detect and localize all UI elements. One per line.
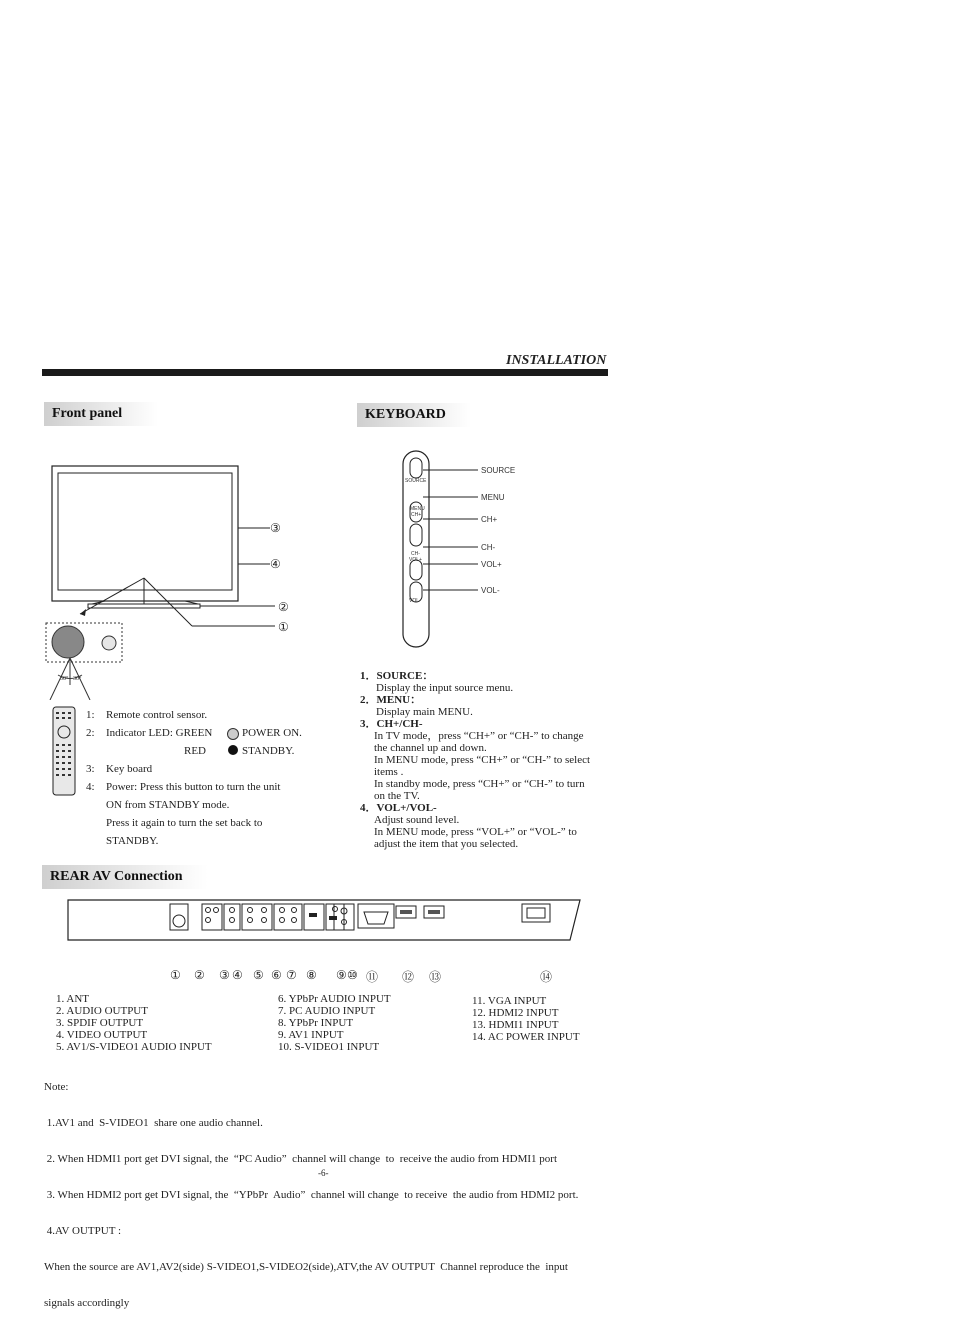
fp-item-4-line3: Press it again to turn the set back to [106, 817, 263, 829]
rear-panel-illustration [64, 896, 586, 946]
rear-list-col1 [56, 993, 212, 1053]
rear-num-14: ⑭ [540, 970, 553, 984]
rear-list-col2 [278, 993, 391, 1053]
kbd-desc-4-head: 4．VOL+/VOL- [360, 802, 437, 814]
kbd-desc-1-line-1: Display the input source menu. [376, 682, 514, 694]
kbd-desc-4-line-1: Adjust sound level. [374, 814, 460, 826]
kbd-desc-3-line-4: items . [374, 766, 404, 778]
note-line-1: Note: [44, 1081, 69, 1093]
kbd-desc-2 [360, 694, 620, 718]
note-line-2: 1.AV1 and S-VIDEO1 share one audio channel. [44, 1117, 263, 1129]
note-line-7: signals accordingly [44, 1297, 130, 1309]
rear-list-col3 [472, 995, 580, 1043]
rear-num-9: ⑨ [336, 968, 347, 982]
rear-item-11: 11. VGA INPUT [472, 995, 547, 1007]
key-volminus-button: VOL- [409, 598, 421, 604]
remote-sensor-icon [52, 626, 84, 658]
rear-item-3: 3. SPDIF OUTPUT [56, 1017, 144, 1029]
fp-standby: STANDBY. [242, 745, 295, 757]
rear-item-5: 5. AV1/S-VIDEO1 AUDIO INPUT [56, 1041, 212, 1053]
rear-item-14: 14. AC POWER INPUT [472, 1031, 580, 1043]
rear-num-10: ⑩ [347, 968, 358, 982]
callout-3: ③ [270, 521, 281, 535]
callout-4: ④ [270, 557, 281, 571]
rear-item-12: 12. HDMI2 INPUT [472, 1007, 559, 1019]
note-line-6: When the source are AV1,AV2(side) S-VIDEO1,S-VIDEO2(side),ATV,the AV OUTPUT Channel reproduce the input [44, 1261, 568, 1273]
fp-item-1-num: 1: [86, 709, 95, 721]
rear-num-13: ⑬ [429, 970, 442, 984]
rear-item-13: 13. HDMI1 INPUT [472, 1019, 559, 1031]
kbd-desc-2-head: 2．MENU： [360, 694, 422, 706]
rear-num-4: ④ [232, 968, 243, 982]
kbd-desc-1-head: 1．SOURCE： [360, 670, 434, 682]
fp-item-1-text: Remote control sensor. [106, 709, 208, 721]
rear-item-1: 1. ANT [56, 993, 89, 1005]
remote-control-icon [52, 706, 76, 796]
notes-block [44, 1057, 644, 1321]
rear-av-title: REAR AV Connection [42, 865, 208, 889]
fp-item-4-text: Power: Press this button to turn the unit [106, 781, 281, 793]
angle-label-left: 30° [60, 676, 69, 682]
kbd-desc-1 [360, 670, 620, 694]
power-button-icon [102, 636, 116, 650]
fp-item-3-text: Key board [106, 763, 153, 775]
rear-item-7: 7. PC AUDIO INPUT [278, 1005, 376, 1017]
kbd-desc-4-line-3: adjust the item that you selected. [374, 838, 519, 850]
rear-item-8: 8. YPbPr INPUT [278, 1017, 354, 1029]
key-source-button: SOURCE [405, 478, 427, 484]
fp-item-2-text: Indicator LED: GREEN [106, 727, 213, 739]
led-red-icon [228, 745, 238, 755]
label-chminus: CH- [481, 543, 496, 552]
label-menu: MENU [481, 493, 505, 502]
callout-2: ② [278, 600, 289, 614]
label-volminus: VOL- [481, 586, 500, 595]
kbd-desc-4 [360, 802, 620, 850]
header-rule [42, 369, 608, 376]
note-line-4: 3. When HDMI2 port get DVI signal, the “YPbPr Audio” channel will change to receive the audio from HDMI2 port. [44, 1189, 579, 1201]
rear-num-3: ③ [219, 968, 230, 982]
fp-item-3-num: 3: [86, 763, 95, 775]
rear-item-6: 6. YPbPr AUDIO INPUT [278, 993, 391, 1005]
note-line-3: 2. When HDMI1 port get DVI signal, the “PC Audio” channel will change to receive the audio from HDMI1 port [44, 1153, 558, 1165]
page-header-title: INSTALLATION [506, 353, 607, 368]
kbd-desc-3 [360, 718, 620, 802]
callout-1: ① [278, 620, 289, 634]
kbd-desc-2-line-1: Display main MENU. [376, 706, 473, 718]
angle-label-right: 30° [73, 676, 82, 682]
rear-num-11: ⑪ [366, 970, 379, 984]
fp-item-2-num: 2: [86, 727, 95, 739]
kbd-desc-4-line-2: In MENU mode, press “VOL+” or “VOL-” to [374, 826, 577, 838]
fp-item-4-num: 4: [86, 781, 95, 793]
fp-power-on: POWER ON. [242, 727, 302, 739]
front-panel-title: Front panel [44, 402, 158, 426]
fp-red: RED [184, 745, 206, 757]
key-menu-button: MENU [410, 506, 425, 512]
key-volplus-button: VOL+ [409, 557, 422, 563]
page-number: -6- [318, 1168, 329, 1178]
key-chplus-button: CH+ [411, 512, 422, 518]
kbd-desc-3-line-3: In MENU mode, press “CH+” or “CH-” to select [374, 754, 591, 766]
label-chplus: CH+ [481, 515, 498, 524]
rear-item-2: 2. AUDIO OUTPUT [56, 1005, 148, 1017]
rear-num-1: ① [170, 968, 181, 982]
label-source: SOURCE [481, 466, 516, 475]
kbd-desc-3-line-6: on the TV. [374, 790, 420, 802]
fp-item-4-line2: ON from STANDBY mode. [106, 799, 230, 811]
rear-num-6: ⑥ [271, 968, 282, 982]
rear-num-7: ⑦ [286, 968, 297, 982]
key-chminus-button: CH- [411, 551, 420, 557]
label-volplus: VOL+ [481, 560, 502, 569]
rear-item-10: 10. S-VIDEO1 INPUT [278, 1041, 380, 1053]
rear-item-9: 9. AV1 INPUT [278, 1029, 344, 1041]
led-green-icon [227, 728, 239, 740]
rear-num-12: ⑫ [402, 970, 415, 984]
rear-item-4: 4. VIDEO OUTPUT [56, 1029, 148, 1041]
rear-num-8: ⑧ [306, 968, 317, 982]
kbd-desc-3-line-1: In TV mode，press “CH+” or “CH-” to change [374, 730, 584, 742]
keyboard-title: KEYBOARD [357, 403, 471, 427]
note-line-5: 4.AV OUTPUT : [44, 1225, 122, 1237]
tv-front-illustration [40, 460, 310, 700]
rear-num-2: ② [194, 968, 205, 982]
rear-num-5: ⑤ [253, 968, 264, 982]
kbd-desc-3-line-5: In standby mode, press “CH+” or “CH-” to turn [374, 778, 585, 790]
fp-item-4-line4: STANDBY. [106, 835, 159, 847]
kbd-desc-3-head: 3．CH+/CH- [360, 718, 423, 730]
kbd-desc-3-line-2: the channel up and down. [374, 742, 487, 754]
